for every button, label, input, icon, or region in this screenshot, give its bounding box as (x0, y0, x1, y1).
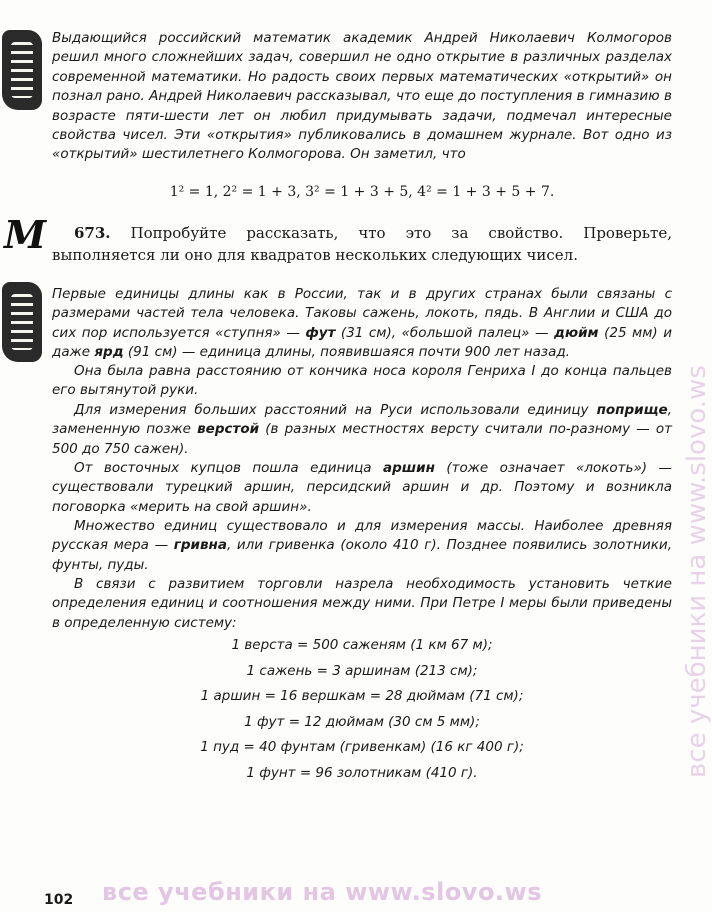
term-poprishche: поприще (596, 402, 668, 418)
task-673 (52, 222, 672, 266)
units-paragraph-2: Она была равна расстоянию от кончика носа короля Генриха I до конца пальцев его вытянутой руки. (52, 363, 672, 399)
text-span: , замененную позже (52, 402, 672, 438)
text-span: , или гривенка (около 410 г). Позднее появились золотники, фунты, пуды. (52, 537, 672, 573)
term-versta: верстой (197, 421, 260, 438)
units-paragraph-3 (52, 401, 672, 459)
task-marker-icon: М (4, 212, 45, 257)
units-paragraph-4 (52, 459, 672, 517)
term-yard: ярд (94, 344, 124, 361)
measure-line: 1 сажень = 3 аршинам (213 см); (246, 662, 478, 679)
measures-list (52, 633, 672, 787)
task-number: 673. (74, 224, 111, 242)
measure-line: 1 пуд = 40 фунтам (гривенкам) (16 кг 400 г); (200, 739, 524, 756)
term-arshin: аршин (383, 460, 435, 476)
text-span: Для измерения больших расстояний на Руси использовали единицу (74, 402, 597, 418)
units-paragraph-1 (52, 285, 672, 363)
text-span: (25 мм) и даже (52, 324, 672, 361)
measure-line: 1 верста = 500 саженям (1 км 67 м); (231, 637, 493, 653)
watermark-side: все учебники на www.slovo.ws (682, 365, 712, 778)
squares-formula: 1² = 1, 2² = 1 + 3, 3² = 1 + 3 + 5, 4² = 1 + 3 + 5 + 7. (169, 184, 555, 200)
scroll-icon (2, 282, 42, 362)
page-number: 102 (44, 892, 74, 908)
term-inch: дюйм (554, 324, 599, 341)
text-span: Первые единицы длины как в России, так и в других странах были связаны с размерами частей тела человека. Таковы сажень, локоть, пядь. В Англии и США до сих пор используется «ступня» — (52, 286, 672, 341)
term-grivna: гривна (173, 537, 227, 554)
watermark-bottom: все учебники на www.slovo.ws (102, 878, 542, 906)
measure-line: 1 фунт = 96 золотникам (410 г). (246, 764, 478, 781)
measure-line: 1 фут = 12 дюймам (30 см 5 мм); (244, 713, 480, 730)
kolmogorov-paragraph: Выдающийся российский математик академик Андрей Николаевич Колмогоров решил много сложнейших задач, совершил не одно открытие в различных разделах современной математики. Но радость своих первых математических «открытий» он познал рано. Андрей Николаевич рассказывал, что еще до поступления в гимназию в возрасте пяти-шести лет он любил придумывать задачи, подмечал интересные свойства чисел. Эти «открытия» публиковались в домашнем журнале. Вот одно из «открытий» шестилетнего Колмогорова. Он заметил, что (52, 30, 672, 163)
measure-line: 1 аршин = 16 вершкам = 28 дюймам (71 см); (200, 688, 524, 705)
task-text: Попробуйте рассказать, что это за свойство. Проверьте, выполняется ли оно для квадратов нескольких следующих чисел. (52, 224, 672, 264)
units-paragraph-5 (52, 517, 672, 575)
text-span: (31 см), «большой палец» — (335, 324, 555, 341)
text-span: Множество единиц существовало и для измерения массы. Наиболее древняя русская мера — (52, 518, 672, 554)
text-span: (в разных местностях версту считали по-разному — от 500 до 750 сажен). (52, 421, 672, 457)
text-span: (91 см) — единица длины, появившаяся почти 900 лет назад. (123, 344, 570, 361)
units-paragraph-6: В связи с развитием торговли назрела необходимость установить четкие определения единиц и соотношения между ними. При Петре I меры были приведены в определенную систему: (52, 576, 672, 631)
term-foot: фут (305, 324, 336, 341)
scroll-icon (2, 30, 42, 110)
text-span: От восточных купцов пошла единица (74, 460, 384, 476)
text-span: (тоже означает «локоть») — существовали турецкий аршин, персидский аршин и др. Поэтому и возникла поговорка «мерить на свой аршин». (52, 460, 672, 515)
